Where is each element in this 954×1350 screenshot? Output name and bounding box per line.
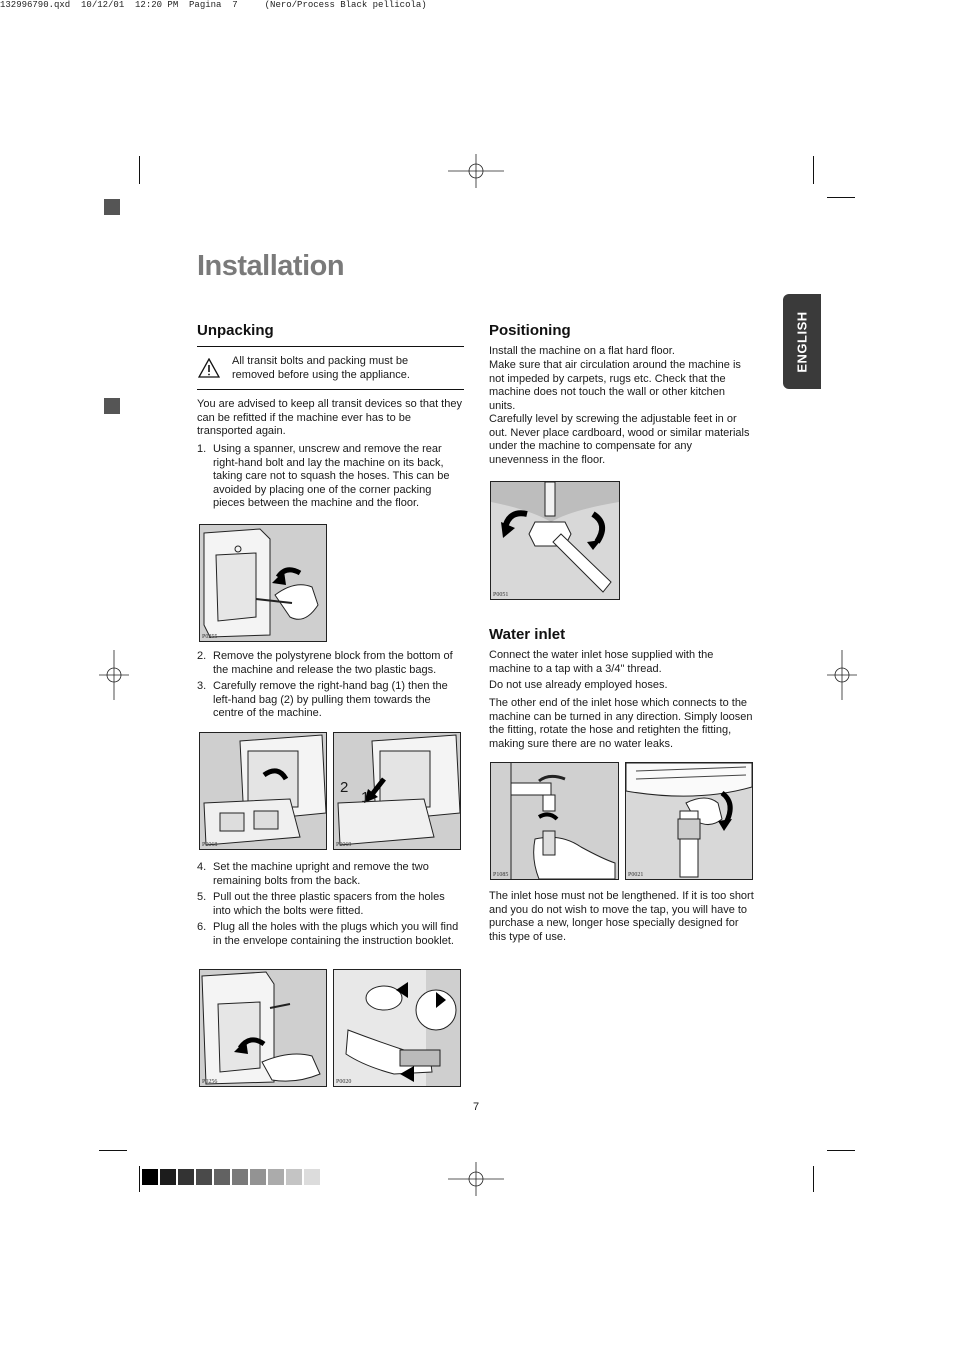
step-number: 3. bbox=[197, 680, 207, 693]
crop-mark bbox=[139, 1166, 140, 1192]
figure-code: P0020 bbox=[336, 1079, 352, 1085]
registration-mark-left bbox=[99, 650, 129, 700]
bag-label: 1 bbox=[361, 789, 370, 806]
color-swatch bbox=[178, 1169, 194, 1185]
crop-mark bbox=[813, 1166, 814, 1192]
figure-remaining-bolts bbox=[199, 969, 327, 1087]
figure-polystyrene-block bbox=[199, 732, 327, 850]
positioning-line: Make sure that air circulation around the machine is not impeded by carpets, rugs etc. Check that the machine does not touch the wall or other kitchen units. bbox=[489, 359, 741, 412]
color-swatch bbox=[232, 1169, 248, 1185]
figure-code: P1085 bbox=[493, 872, 509, 878]
positioning-heading: Positioning bbox=[489, 322, 571, 339]
color-swatch bbox=[142, 1169, 158, 1185]
figure-leveling-feet bbox=[490, 481, 620, 600]
color-swatch bbox=[250, 1169, 266, 1185]
positioning-line: Install the machine on a flat hard floor. bbox=[489, 345, 675, 357]
figure-plugs bbox=[333, 969, 461, 1087]
water-inlet-text: Connect the water inlet hose supplied with the machine to a tap with a 3/4" thread. bbox=[489, 649, 714, 675]
unpacking-intro: You are advised to keep all transit devices so that they can be refitted if the machine ever has to be transported again. bbox=[197, 398, 462, 438]
figure-code: P0255 bbox=[202, 634, 218, 640]
water-inlet-text: The inlet hose must not be lengthened. If it is too short and you do not wish to move the tap, you will have to purchase a new, longer hose specially designed for this type of use. bbox=[489, 890, 754, 943]
warning-text: All transit bolts and packing must be removed before using the appliance. bbox=[232, 355, 410, 381]
figure-tap-connection bbox=[490, 762, 619, 880]
steps-list bbox=[197, 443, 462, 514]
list-item bbox=[197, 891, 462, 918]
step-text: Remove the polystyrene block from the bottom of the machine and release the two plastic bags. bbox=[213, 650, 453, 676]
steps-list bbox=[197, 861, 462, 952]
step-number: 5. bbox=[197, 891, 207, 904]
color-swatch bbox=[304, 1169, 320, 1185]
color-swatch bbox=[286, 1169, 302, 1185]
list-item bbox=[197, 861, 462, 888]
step-number: 1. bbox=[197, 443, 207, 455]
unpacking-heading: Unpacking bbox=[197, 322, 274, 339]
figure-code: P0256 bbox=[202, 1079, 218, 1085]
step-number: 2. bbox=[197, 650, 207, 662]
figure-rear-bolt bbox=[199, 524, 327, 642]
list-item bbox=[197, 443, 462, 511]
list-item bbox=[197, 680, 462, 721]
color-swatch bbox=[160, 1169, 176, 1185]
language-tab-label: ENGLISH bbox=[794, 310, 810, 373]
color-swatch bbox=[214, 1169, 230, 1185]
steps-list bbox=[197, 650, 462, 724]
figure-plastic-bags bbox=[333, 732, 461, 850]
water-inlet-heading: Water inlet bbox=[489, 626, 566, 643]
step-text: Carefully remove the right-hand bag (1) then the left-hand bag (2) by pulling them towards the centre of the machine. bbox=[213, 680, 448, 720]
step-text: Plug all the holes with the plugs which you will find in the envelope containing the instruction booklet. bbox=[213, 921, 459, 947]
bag-label: 2 bbox=[340, 779, 349, 796]
margin-square bbox=[104, 199, 120, 215]
margin-square bbox=[104, 398, 120, 414]
crop-mark bbox=[139, 156, 140, 184]
step-number: 6. bbox=[197, 921, 207, 934]
color-swatch bbox=[268, 1169, 284, 1185]
step-text: Using a spanner, unscrew and remove the rear right-hand bolt and lay the machine on its back, taking care not to squash the hoses. This can be avoided by placing one of the corner packing pieces between the machine and the floor. bbox=[213, 443, 450, 510]
figure-code: P0069 bbox=[336, 842, 352, 848]
divider bbox=[197, 389, 464, 390]
figure-code: P0051 bbox=[493, 592, 509, 598]
water-inlet-text: The other end of the inlet hose which connects to the machine can be turned in any direction. Simply loosen the fitting, rotate the hose and retighten the fitting, making sure there are no water leaks. bbox=[489, 697, 753, 750]
positioning-line: Carefully level by screwing the adjustable feet in or out. Never place cardboard, wood or similar materials under the machine to compensate for any unevenness in the floor. bbox=[489, 413, 750, 466]
crop-mark bbox=[99, 1150, 127, 1151]
step-text: Pull out the three plastic spacers from the holes into which the bolts were fitted. bbox=[213, 891, 445, 917]
crop-mark bbox=[813, 156, 814, 184]
crop-mark bbox=[827, 197, 855, 198]
step-number: 4. bbox=[197, 861, 207, 873]
step-text: Set the machine upright and remove the two remaining bolts from the back. bbox=[213, 861, 429, 887]
crop-mark bbox=[827, 1150, 855, 1151]
list-item bbox=[197, 650, 462, 677]
print-slug: 132996790.qxd 10/12/01 12:20 PM Pagina 7 (Nero/Process Black pellicola) bbox=[0, 0, 427, 10]
figure-code: P0068 bbox=[202, 842, 218, 848]
page-number: 7 bbox=[473, 1101, 480, 1113]
registration-mark-right bbox=[827, 650, 857, 700]
water-inlet-text: Do not use already employed hoses. bbox=[489, 679, 668, 691]
color-swatch bbox=[196, 1169, 212, 1185]
warning-icon bbox=[198, 358, 220, 378]
divider bbox=[197, 346, 464, 347]
figure-hose-fitting bbox=[625, 762, 753, 880]
registration-mark-top bbox=[448, 154, 504, 188]
page-title: Installation bbox=[197, 250, 345, 282]
list-item bbox=[197, 921, 462, 948]
language-tab bbox=[783, 294, 821, 389]
figure-code: P0021 bbox=[628, 872, 644, 878]
registration-mark-bottom bbox=[448, 1162, 504, 1196]
